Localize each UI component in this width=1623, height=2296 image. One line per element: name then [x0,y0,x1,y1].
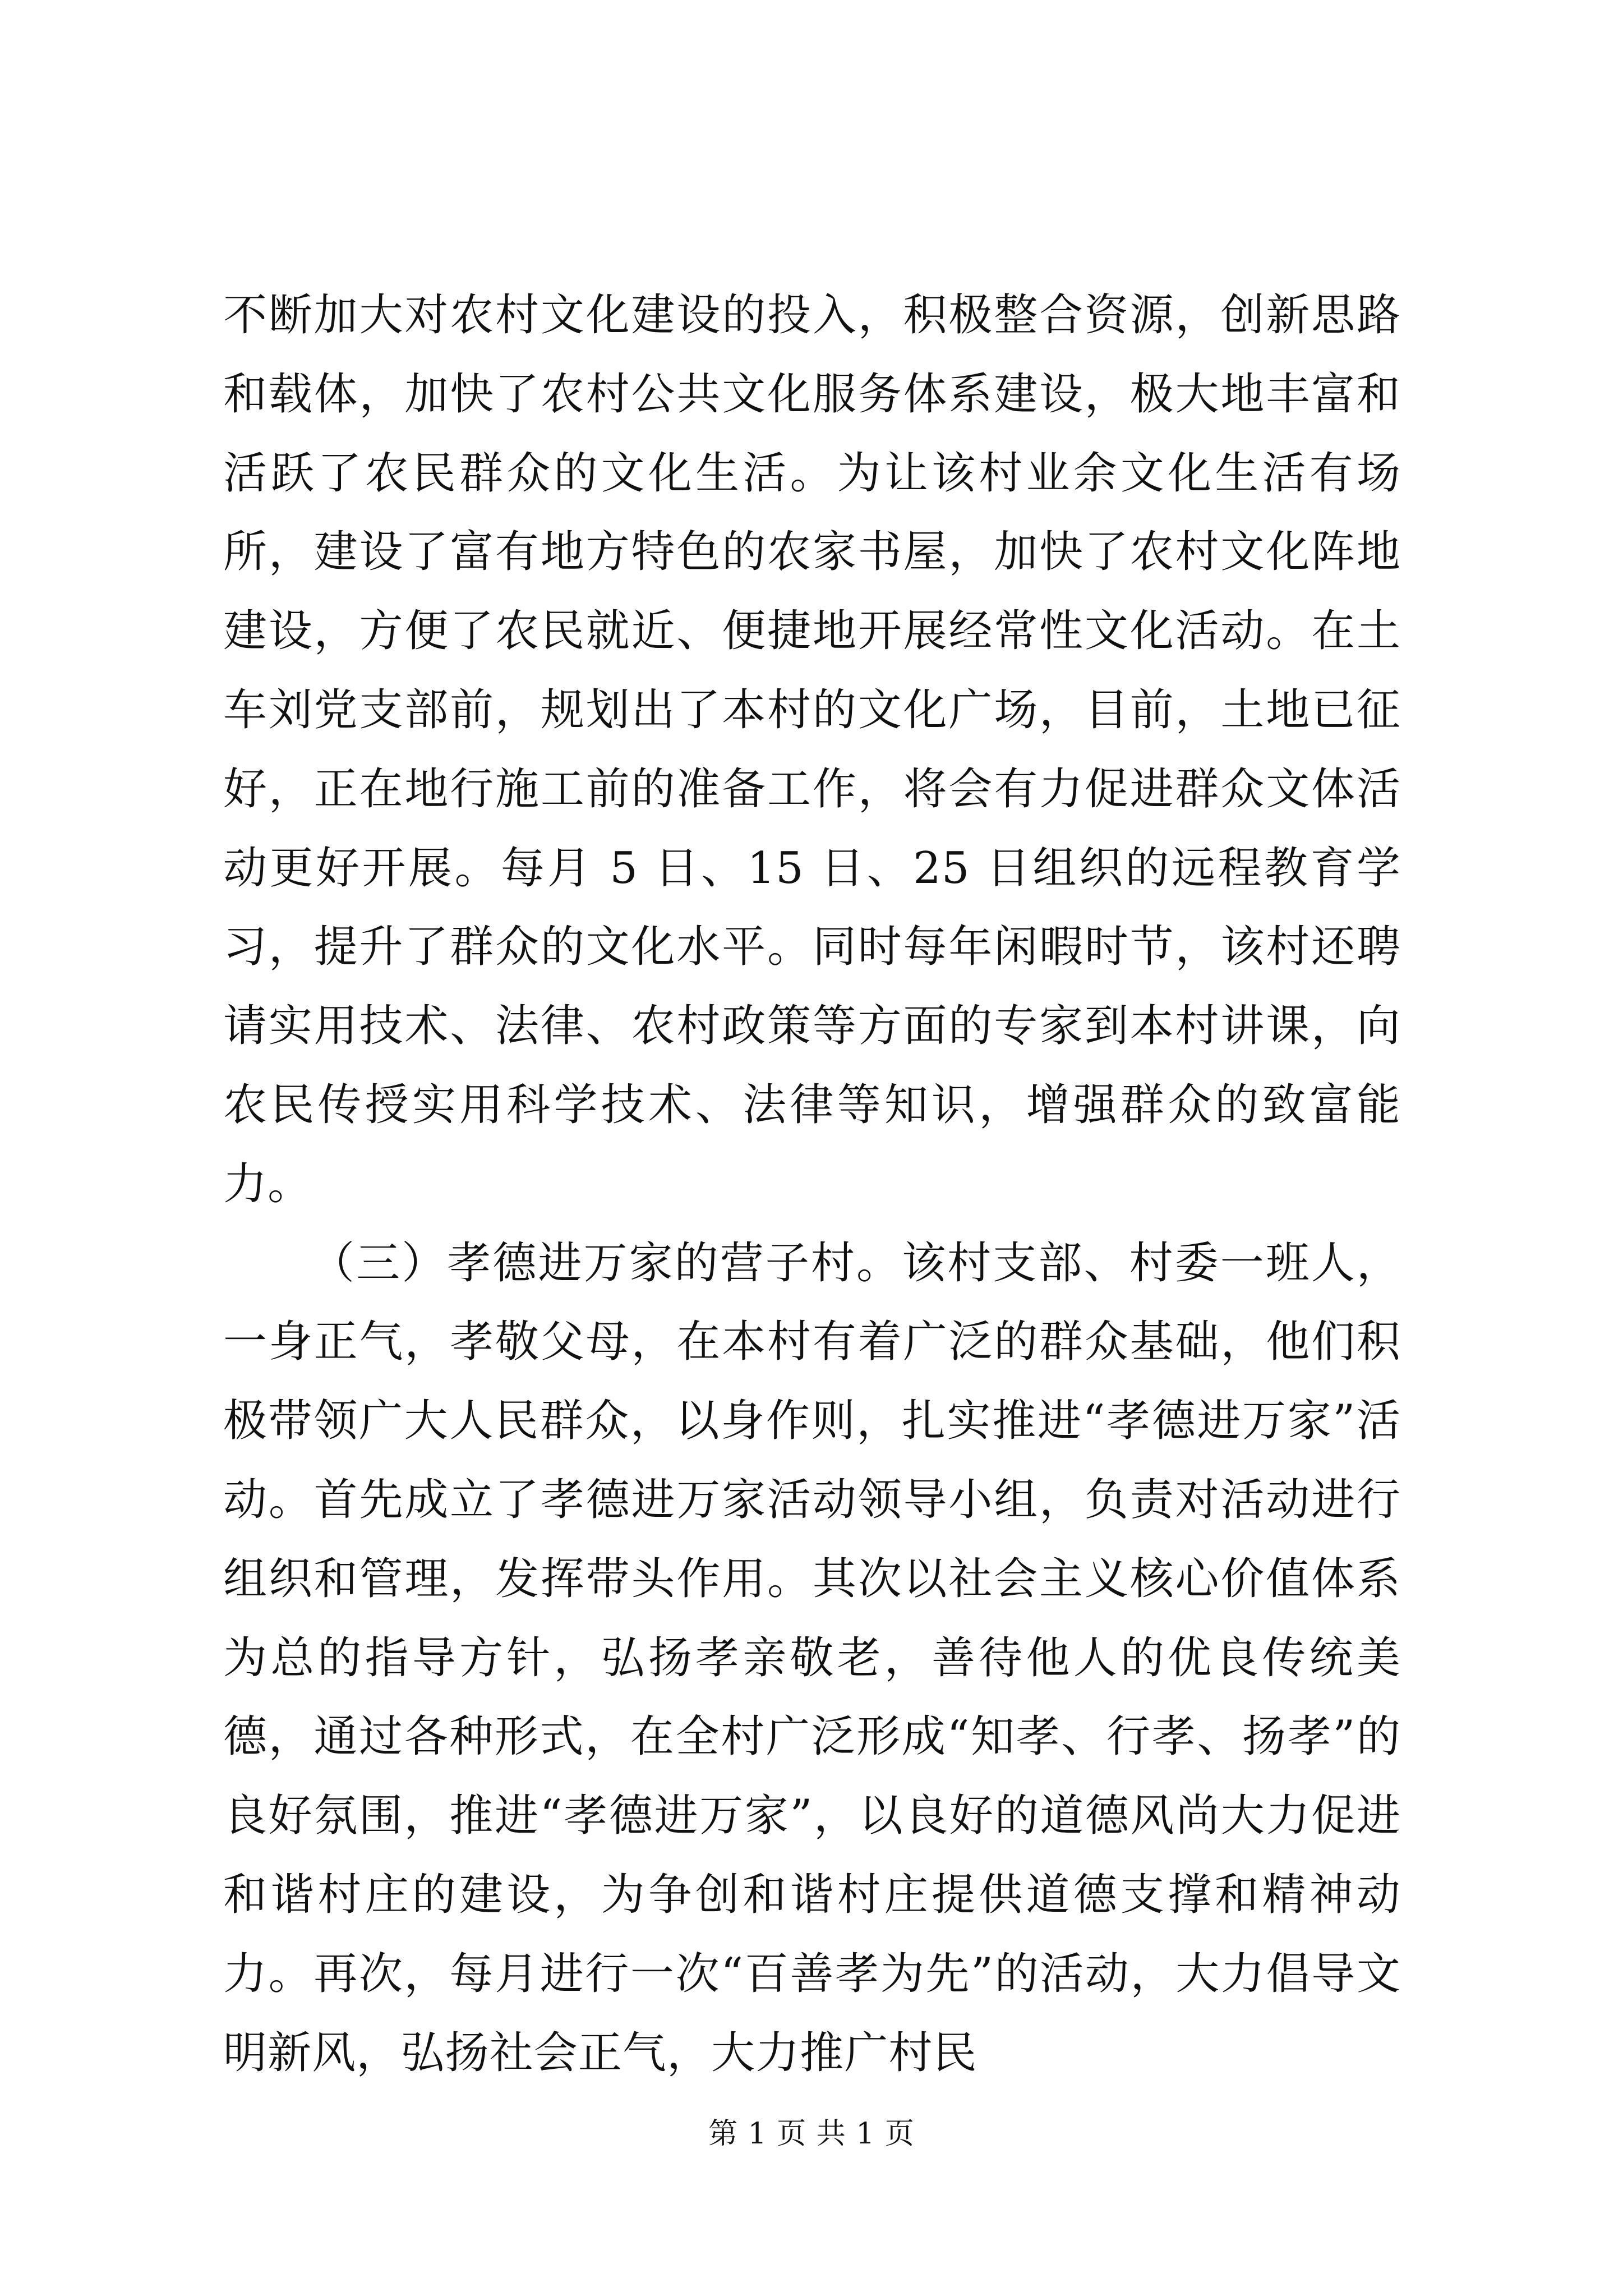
body-text [223,276,1401,2092]
page-footer: 第 1 页 共 1 页 [708,2117,915,2151]
paragraph-filial-piety-village: （三）孝德进万家的营子村。该村支部、村委一班人，一身正气，孝敬父母，在本村有着广泛的群众基础，他们积极带领广大人民群众，以身作则，扎实推进“孝德进万家”活动。首先成立了孝德进万家活动领导小组，负责对活动进行组织和管理，发挥带头作用。其次以社会主义核心价值体系为总的指导方针，弘扬孝亲敬老，善待他人的优良传统美德，通过各种形式，在全村广泛形成“知孝、行孝、扬孝”的良好氛围，推进“孝德进万家”，以良好的道德风尚大力促进和谐村庄的建设，为争创和谐村庄提供道德支撑和精神动力。再次，每月进行一次“百善孝为先”的活动，大力倡导文明新风，弘扬社会正气，大力推广村民 [223,1237,1401,2078]
paragraph-cultural-construction: 不断加大对农村文化建设的投入，积极整合资源，创新思路和载体，加快了农村公共文化服务体系建设，极大地丰富和活跃了农民群众的文化生活。为让该村业余文化生活有场所，建设了富有地方特色的农家书屋，加快了农村文化阵地建设，方便了农民就近、便捷地开展经常性文化活动。在土车刘党支部前，规划出了本村的文化广场，目前，土地已征好，正在地行施工前的准备工作，将会有力促进群众文体活动更好开展。每月 5 日、15 日、25 日组织的远程教育学习，提升了群众的文化水平。同时每年闲暇时节，该村还聘请实用技术、法律、农村政策等方面的专家到本村讲课，向农民传授实用科学技术、法律等知识，增强群众的致富能力。 [223,290,1401,1209]
